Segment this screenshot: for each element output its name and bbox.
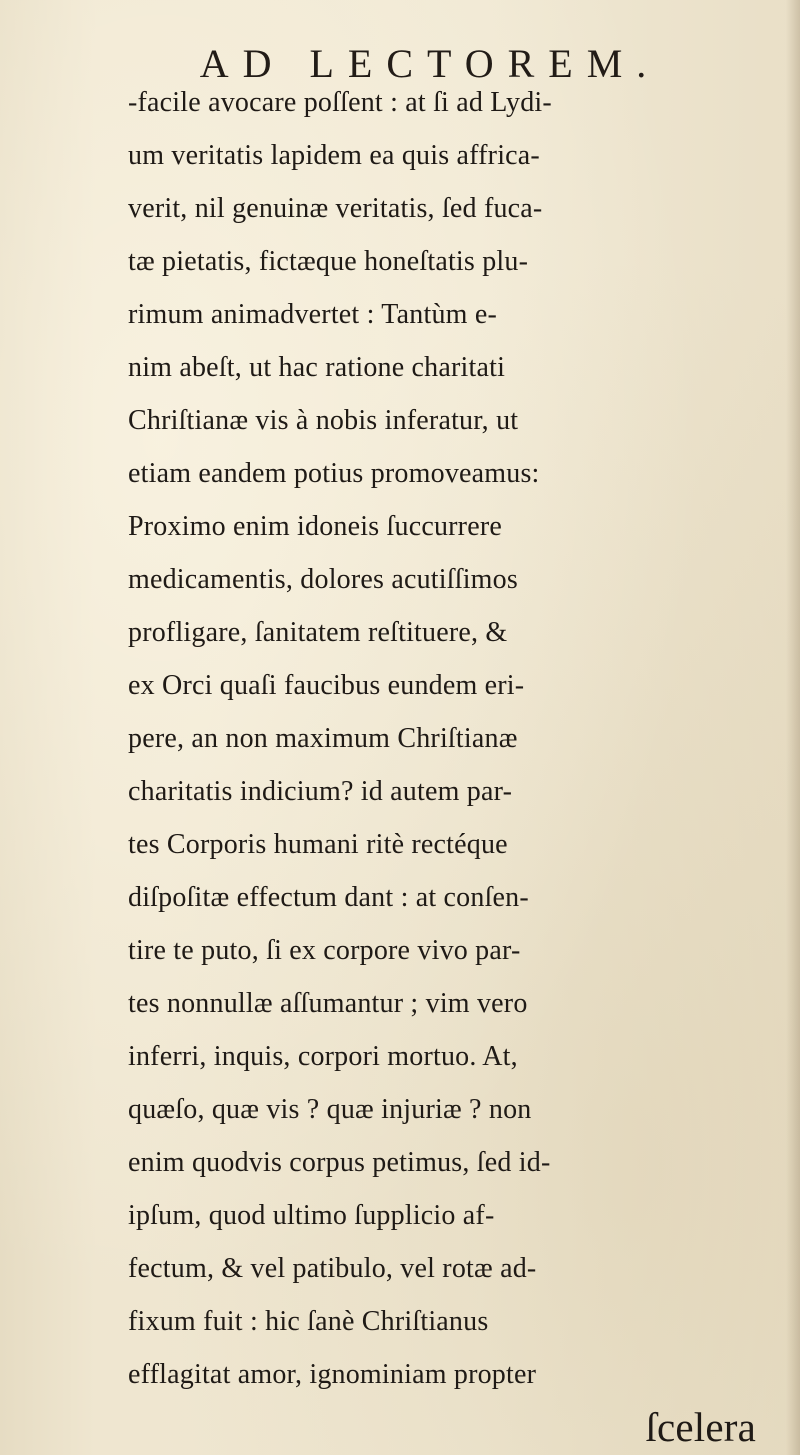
text-line: charitatis indicium? id autem par-: [128, 776, 513, 807]
text-line: tes nonnullæ aſſumantur ; vim vero: [128, 988, 528, 1019]
text-line: ipſum, quod ultimo ſupplicio af-: [128, 1200, 495, 1231]
text-line: tire te puto, ſi ex corpore vivo par-: [128, 935, 521, 966]
body-text: [128, 76, 790, 1454]
text-line: Chriſtianæ vis à nobis inferatur, ut: [128, 405, 519, 436]
text-line: efflagitat amor, ignominiam propter: [128, 1359, 537, 1390]
text-line: diſpoſitæ effectum dant : at conſen-: [128, 882, 529, 913]
text-line: fixum fuit : hic ſanè Chriſtianus: [128, 1306, 489, 1337]
text-line: nim abeſt, ut hac ratione charitati: [128, 352, 506, 383]
text-line: rimum animadvertet : Tantùm e-: [128, 299, 497, 330]
text-line: pere, an non maximum Chriſtianæ: [128, 723, 518, 754]
text-line: ex Orci quaſi faucibus eundem eri-: [128, 670, 525, 701]
running-head: AD LECTOREM.: [199, 41, 661, 86]
text-line: um veritatis lapidem ea quis affrica-: [128, 140, 540, 171]
text-line: verit, nil genuinæ veritatis, ſed fuca-: [128, 193, 543, 224]
text-line: -facile avocare poſſent : at ſi ad Lydi-: [128, 87, 552, 118]
text-line: tæ pietatis, fictæque honeſtatis plu-: [128, 246, 529, 277]
text-line: enim quodvis corpus petimus, ſed id-: [128, 1147, 551, 1178]
text-line: tes Corporis humani ritè rectéque: [128, 829, 508, 860]
text-line: Proximo enim idoneis ſuccurrere: [128, 511, 502, 542]
text-line: quæſo, quæ vis ? quæ injuriæ ? non: [128, 1094, 532, 1125]
text-line: profligare, ſanitatem reſtituere, &: [128, 617, 508, 648]
text-line: medicamentis, dolores acutiſſimos: [128, 564, 518, 595]
catchword: ſcelera: [645, 1404, 756, 1450]
text-line: fectum, & vel patibulo, vel rotæ ad-: [128, 1253, 537, 1284]
text-line: inferri, inquis, corpori mortuo. At,: [128, 1041, 518, 1072]
text-line: etiam eandem potius promoveamus:: [128, 458, 540, 489]
